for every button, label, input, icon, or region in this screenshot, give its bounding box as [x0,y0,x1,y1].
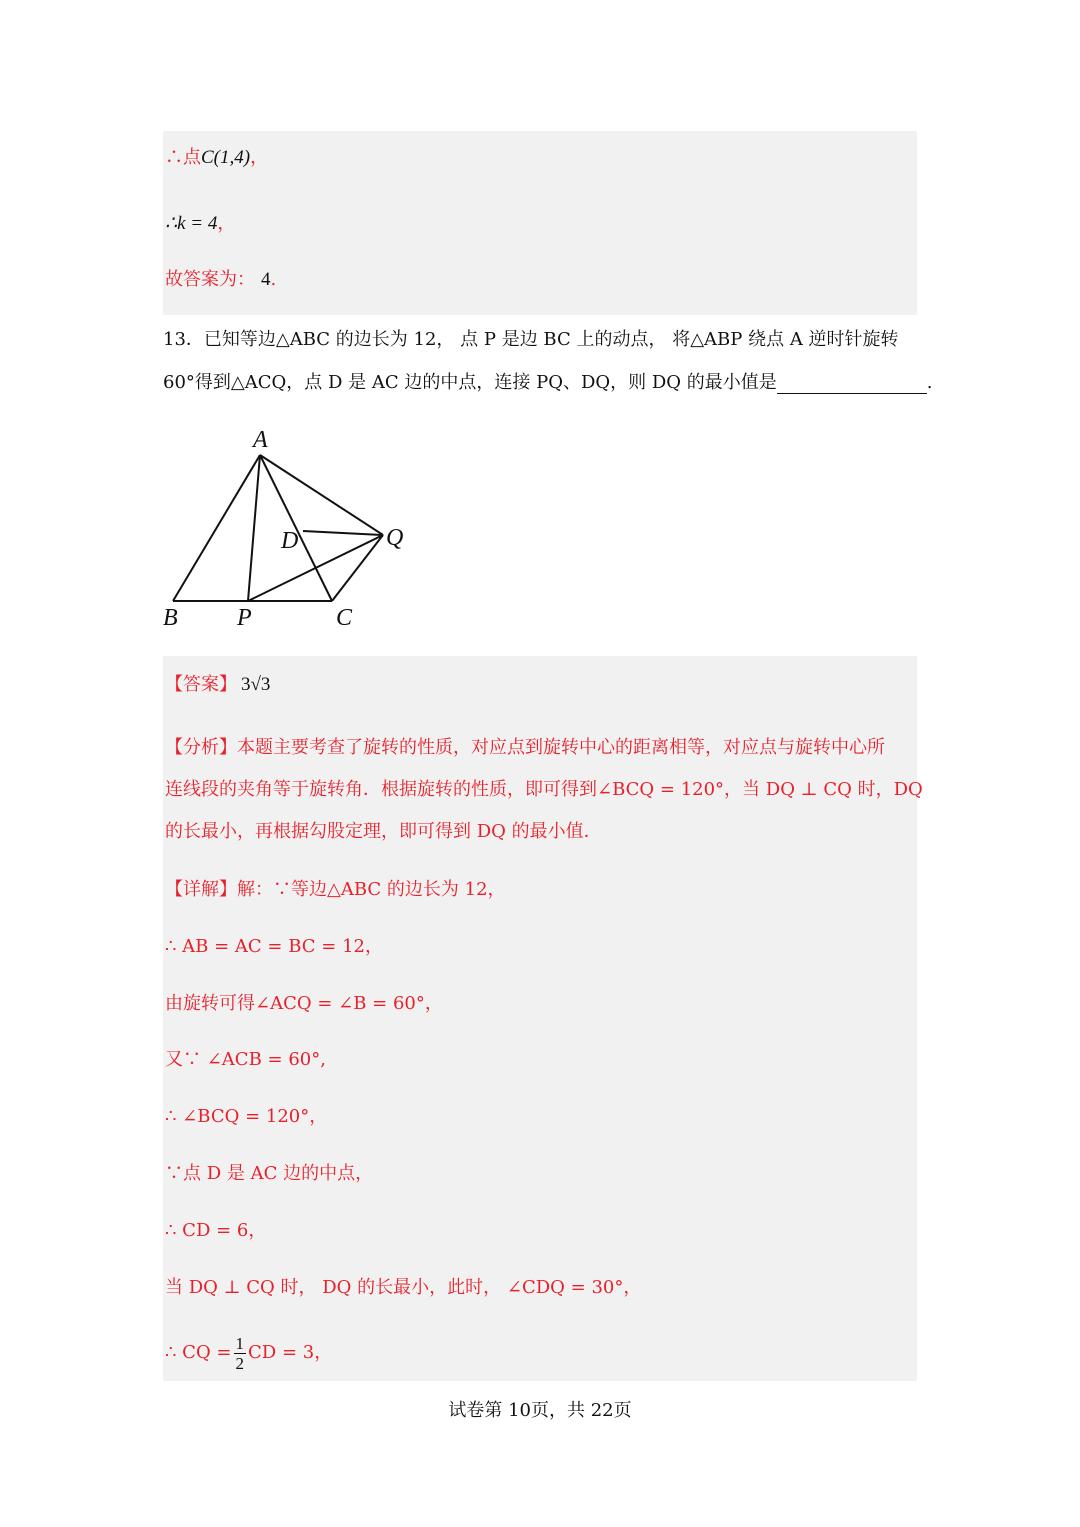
step-8-fraction [234,1334,247,1373]
edge-pq [248,535,383,601]
solution-box [163,656,917,1381]
answer-line [165,673,270,697]
step-5 [165,1162,373,1186]
analysis-text-1: 本题主要考查了旋转的性质，对应点到旋转中心的距离相等，对应点与旋转中心所 [237,737,885,758]
question-13-line2 [163,368,933,394]
prev-line-point-c-suffix: ， [250,147,269,168]
edge-ab [173,455,260,601]
fraction-numerator: 1 [235,1333,245,1353]
answer-blank[interactable] [777,373,927,394]
step-8-suffix: CD = 3， [248,1342,333,1363]
detail-tag: 【详解】 [165,879,237,900]
edge-dq [303,531,383,535]
analysis-text-3: 的长最小，再根据勾股定理，即可得到 DQ 的最小值． [165,821,602,842]
prev-answer-suffix: . [270,269,277,290]
analysis-tag: 【分析】 [165,737,237,758]
step-5-text: ∵点 D 是 AC 边的中点， [165,1163,374,1184]
page-footer: 试卷第 10页，共 22页 [448,1400,632,1421]
prev-line-point-c [165,146,268,170]
step-2-text: 由旋转可得∠ACQ = ∠B = 60°， [165,993,443,1014]
edge-aq [260,455,383,535]
step-4-text: ∴ ∠BCQ = 120°， [165,1106,328,1127]
triangle-figure [160,425,420,635]
label-a: A [253,427,268,453]
step-8 [165,1333,332,1373]
analysis-line3 [165,820,602,844]
step-1 [165,935,383,959]
step-2 [165,992,443,1016]
step-6-text: ∴ CD = 6， [165,1220,267,1241]
analysis-line1 [165,736,885,760]
step-1-text: ∴ AB = AC = BC = 12， [165,936,383,957]
step-4 [165,1105,327,1129]
prev-line-point-c-prefix: ∴点 [165,147,201,168]
analysis-text-2: 连线段的夹角等于旋转角．根据旋转的性质，即可得到∠BCQ = 120°，当 DQ ⊥ CQ 时，DQ [165,779,923,800]
detail-text-1: 解：∵等边△ABC 的边长为 12， [237,879,506,900]
step-3-text: 又∵ ∠ACB = 60°, [165,1049,326,1070]
question-text-line2: 60°得到△ACQ，点 D 是 AC 边的中点，连接 PQ、DQ，则 DQ 的最小值是 [163,372,777,393]
answer-tag: 【答案】 [165,674,237,695]
prev-line-k-suffix: ， [217,213,236,234]
label-d: D [281,528,299,554]
question-13-line1 [163,325,899,351]
label-p: P [237,605,252,631]
detail-line1 [165,878,506,902]
step-7-text: 当 DQ ⊥ CQ 时， DQ 的长最小，此时， ∠CDQ = 30°， [165,1277,642,1298]
edge-cq [332,535,383,601]
prev-line-k-math: ∴k = 4 [165,213,218,234]
prev-line-k [165,212,235,236]
prev-answer-label: 故答案为： [165,269,255,290]
step-3 [165,1048,326,1072]
analysis-line2 [165,778,923,802]
answer-value: 3√3 [241,674,271,695]
question-number: 13． [163,329,204,350]
prev-line-answer [165,268,276,292]
prev-line-point-c-math: C(1,4) [201,147,251,168]
label-c: C [336,605,353,631]
step-8-prefix: ∴ CQ = [165,1342,232,1363]
label-q: Q [386,525,404,551]
edge-ap [248,455,260,601]
label-b: B [163,605,178,631]
step-7 [165,1276,641,1300]
question-text-line1: 已知等边△ABC 的边长为 12， 点 P 是边 BC 上的动点， 将△ABP 绕点 A 逆时针旋转 [203,329,899,350]
question-text-line2-end: . [926,372,933,393]
step-6 [165,1219,266,1243]
prev-answer-value: 4 [261,269,271,290]
fraction-denominator: 2 [235,1353,245,1373]
